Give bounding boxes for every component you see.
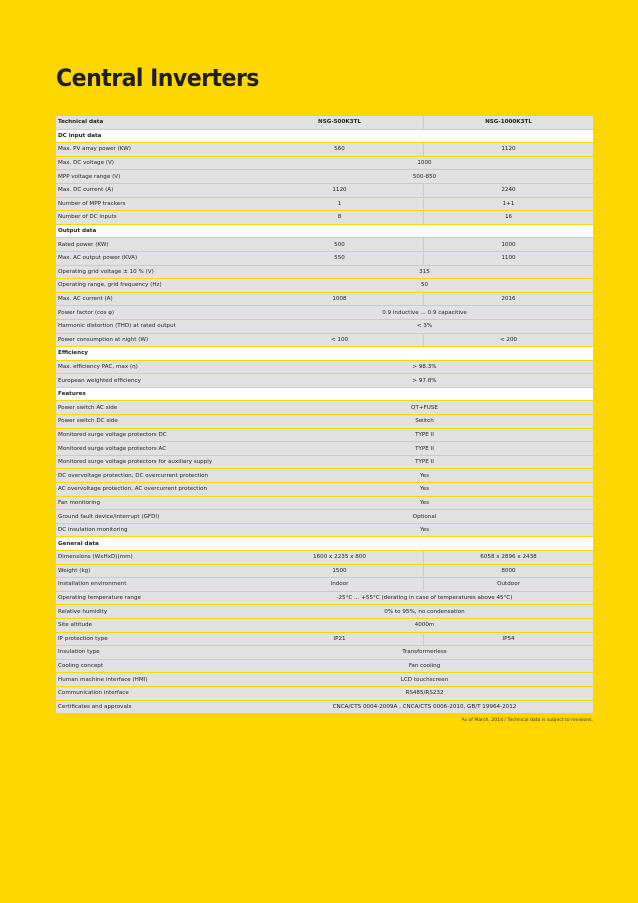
section-title: Efficiency [56, 347, 593, 360]
value-model-2: 2240 [424, 184, 593, 197]
value-shared: Yes [256, 469, 593, 482]
row-label: Human machine interface (HMI) [56, 673, 256, 686]
table-row [56, 551, 593, 564]
section-title: General data [56, 537, 593, 550]
table-row [56, 673, 593, 686]
header-model-2: NSG-1000K3TL [424, 116, 593, 129]
value-model-1: < 100 [256, 334, 424, 347]
table-row [56, 633, 593, 646]
row-label: Max. AC output power (KVA) [56, 252, 256, 265]
table-row [56, 701, 593, 714]
table-row [56, 619, 593, 632]
row-label: Ground fault device/interrupt (GFDI) [56, 510, 256, 523]
value-model-2: 1100 [424, 252, 593, 265]
value-model-1: 550 [256, 252, 424, 265]
value-shared: 315 [256, 266, 593, 279]
table-row [56, 306, 593, 319]
row-label: Relative humidity [56, 605, 256, 618]
footnote: As of March, 2014 / Technical data is subject to revisions. [461, 718, 593, 723]
value-model-2: < 200 [424, 334, 593, 347]
table-row [56, 510, 593, 523]
value-model-2: 6058 x 2896 x 2438 [424, 551, 593, 564]
section-title: DC input data [56, 130, 593, 143]
value-model-1: 1120 [256, 184, 424, 197]
table-row [56, 456, 593, 469]
section-header-row [56, 388, 593, 401]
row-label: Power switch DC side [56, 415, 256, 428]
value-shared: Transformerless [256, 646, 593, 659]
row-label: DC overvoltage protection, DC overcurrent protection [56, 469, 256, 482]
value-shared: CNCA/CTS 0004-2009A , CNCA/CTS 0006-2010, GB/T 19964-2012 [256, 701, 593, 714]
value-shared: 0.9 inductive ... 0.9 capacitive [256, 306, 593, 319]
value-shared: 1000 [256, 157, 593, 170]
row-label: Dimensions (WxHxD)(mm) [56, 551, 256, 564]
table-row [56, 211, 593, 224]
value-shared: Yes [256, 483, 593, 496]
section-title: Output data [56, 225, 593, 238]
row-label: Max. DC current (A) [56, 184, 256, 197]
row-label: Number of MPP trackers [56, 198, 256, 211]
table-row [56, 238, 593, 251]
section-header-row [56, 130, 593, 143]
value-shared: 50 [256, 279, 593, 292]
table-row [56, 157, 593, 170]
row-label: Harmonic distortion (THD) at rated output [56, 320, 256, 333]
row-label: DC insulation monitoring [56, 524, 256, 537]
header-model-1: NSG-500K3TL [256, 116, 424, 129]
page-title: Central Inverters [56, 64, 259, 92]
value-shared: < 3% [256, 320, 593, 333]
table-row [56, 401, 593, 414]
technical-data-table [56, 115, 593, 714]
table-row [56, 578, 593, 591]
row-label: IP protection type [56, 633, 256, 646]
value-model-2: 1000 [424, 238, 593, 251]
row-label: Site altitude [56, 619, 256, 632]
row-label: MPP voltage range (V) [56, 170, 256, 183]
value-shared: 0% to 95%, no condensation [256, 605, 593, 618]
row-label: Communication interface [56, 687, 256, 700]
table-row [56, 565, 593, 578]
table-row [56, 279, 593, 292]
row-label: Installation environment [56, 578, 256, 591]
row-label: AC overvoltage protection, AC overcurrent protection [56, 483, 256, 496]
row-label: Monitored surge voltage protectors AC [56, 442, 256, 455]
value-model-2: 2016 [424, 293, 593, 306]
section-header-row [56, 537, 593, 550]
table-row [56, 497, 593, 510]
table-row [56, 660, 593, 673]
value-shared: TYPE II [256, 442, 593, 455]
table-row [56, 252, 593, 265]
section-header-row [56, 225, 593, 238]
table-row [56, 442, 593, 455]
row-label: Rated power (KW) [56, 238, 256, 251]
table-row [56, 524, 593, 537]
table-row [56, 646, 593, 659]
row-label: Monitored surge voltage protectors DC [56, 429, 256, 442]
table-row [56, 429, 593, 442]
table-row [56, 143, 593, 156]
value-shared: Yes [256, 524, 593, 537]
value-model-1: IP21 [256, 633, 424, 646]
table-row [56, 198, 593, 211]
row-label: Operating range, grid frequency (Hz) [56, 279, 256, 292]
table-row [56, 293, 593, 306]
value-model-1: Indoor [256, 578, 424, 591]
table-row [56, 184, 593, 197]
value-model-1: 560 [256, 143, 424, 156]
table-row [56, 415, 593, 428]
row-label: Insulation type [56, 646, 256, 659]
section-title: Features [56, 388, 593, 401]
row-label: European weighted efficiency [56, 374, 256, 387]
value-model-2: 8000 [424, 565, 593, 578]
value-model-1: 8 [256, 211, 424, 224]
value-model-2: 1120 [424, 143, 593, 156]
value-shared: QT+FUSE [256, 401, 593, 414]
value-model-2: 1+1 [424, 198, 593, 211]
table-row [56, 469, 593, 482]
row-label: Monitored surge voltage protectors for auxiliary supply [56, 456, 256, 469]
row-label: Operating temperature range [56, 592, 256, 605]
value-model-2: Outdoor [424, 578, 593, 591]
value-shared: LCD touchscreen [256, 673, 593, 686]
value-shared: 500-850 [256, 170, 593, 183]
value-shared: TYPE II [256, 429, 593, 442]
row-label: Max. efficiency PAC, max (η) [56, 361, 256, 374]
table-row [56, 374, 593, 387]
table-row [56, 334, 593, 347]
value-model-2: IP54 [424, 633, 593, 646]
row-label: Cooling concept [56, 660, 256, 673]
value-shared: Yes [256, 497, 593, 510]
value-shared: TYPE II [256, 456, 593, 469]
value-model-1: 1 [256, 198, 424, 211]
table-row [56, 320, 593, 333]
value-shared: > 98.3% [256, 361, 593, 374]
row-label: Weight (kg) [56, 565, 256, 578]
row-label: Operating grid voltage ± 10 % (V) [56, 266, 256, 279]
value-shared: Switch [256, 415, 593, 428]
value-shared: > 97.8% [256, 374, 593, 387]
table-row [56, 361, 593, 374]
value-shared: -25°C ... +55°C (derating in case of temperatures above 45°C) [256, 592, 593, 605]
value-shared: RS485/RS232 [256, 687, 593, 700]
table-row [56, 483, 593, 496]
value-shared: Optional [256, 510, 593, 523]
section-header-row [56, 347, 593, 360]
table-row [56, 266, 593, 279]
row-label: Max. AC current (A) [56, 293, 256, 306]
header-label: Technical data [56, 116, 256, 129]
value-shared: 4000m [256, 619, 593, 632]
row-label: Certificates and approvals [56, 701, 256, 714]
value-model-1: 1008 [256, 293, 424, 306]
row-label: Max. DC voltage (V) [56, 157, 256, 170]
row-label: Power consumption at night (W) [56, 334, 256, 347]
value-model-2: 16 [424, 211, 593, 224]
table-row [56, 605, 593, 618]
table-row [56, 170, 593, 183]
value-shared: Fan cooling [256, 660, 593, 673]
row-label: Power factor (cos φ) [56, 306, 256, 319]
row-label: Power switch AC side [56, 401, 256, 414]
table-header-row [56, 116, 593, 129]
row-label: Fan monitoring [56, 497, 256, 510]
value-model-1: 1600 x 2235 x 800 [256, 551, 424, 564]
table-row [56, 687, 593, 700]
row-label: Max. PV array power (KW) [56, 143, 256, 156]
table-row [56, 592, 593, 605]
row-label: Number of DC inputs [56, 211, 256, 224]
value-model-1: 500 [256, 238, 424, 251]
value-model-1: 1500 [256, 565, 424, 578]
